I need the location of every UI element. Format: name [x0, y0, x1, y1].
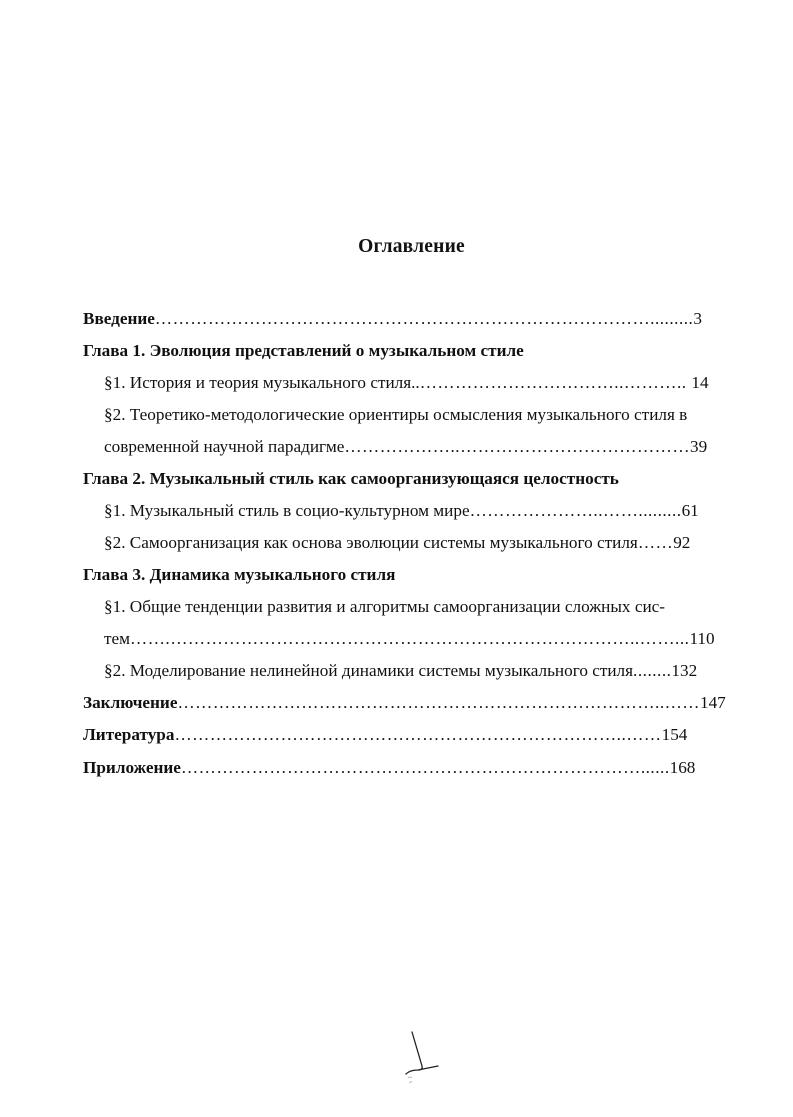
toc-dot-leader: ……………………………………………………………………...... [180, 758, 670, 777]
toc-page-number: 61 [681, 501, 699, 520]
page-title: Оглавление [358, 236, 465, 257]
toc-entry-text: §2. Теоретико-методологические ориентиры осмысления музыкального стиля в [104, 405, 688, 424]
toc-page-number: 154 [661, 725, 688, 744]
toc-dot-leader: …………………..……......... [469, 501, 682, 520]
toc-page-number: 92 [673, 533, 691, 552]
toc-section-1-2-continued [104, 436, 764, 458]
toc-entry-conclusion [83, 692, 753, 714]
toc-entry-literature [83, 724, 753, 746]
toc-section-3-2 [104, 660, 764, 682]
toc-entry-text: Введение [83, 309, 155, 328]
toc-dot-leader: …….……………………………………………………………………..……... [130, 629, 690, 648]
toc-dot-leader: …………………………………………………………………………......... [154, 309, 694, 328]
toc-entry-text: §1. Музыкальный стиль в социо-культурном мире [104, 501, 470, 520]
toc-section-3-1-continued [104, 628, 764, 650]
toc-dot-leader: ………………………………………………………………………..…… [177, 693, 700, 712]
toc-entry-appendix [83, 757, 753, 779]
toc-section-3-1 [104, 596, 764, 618]
toc-dot-leader: …… [637, 533, 674, 552]
toc-chapter-3 [83, 564, 773, 586]
toc-chapter-2 [83, 468, 773, 490]
toc-section-1-1 [104, 372, 764, 394]
toc-entry-text: §1. Общие тенденции развития и алгоритмы самоорганизации сложных сис- [104, 597, 665, 616]
toc-entry-text: тем [104, 629, 131, 648]
toc-page-number: 110 [689, 629, 715, 648]
toc-entry-text: Глава 1. Эволюция представлений о музыкальном стиле [83, 341, 524, 360]
toc-section-2-1 [104, 500, 764, 522]
toc-page-number: 147 [699, 693, 726, 712]
toc-dot-leader: …………………………………………………………………..…… [174, 725, 662, 744]
toc-dot-leader: ………………..………………………………… [344, 437, 691, 456]
toc-entry-text: Литература [83, 725, 175, 744]
toc-entry-text: §2. Моделирование нелинейной динамики системы музыкального стиля [104, 661, 634, 680]
toc-entry-text: Заключение [83, 693, 178, 712]
toc-entry-text: §2. Самоорганизация как основа эволюции системы музыкального стиля [104, 533, 638, 552]
handwritten-mark-icon [398, 1030, 448, 1100]
toc-entry-text: §1. История и теория музыкального стиля.. [104, 373, 420, 392]
toc-dot-leader: ........ [633, 661, 672, 680]
toc-page-number: 3 [693, 309, 702, 328]
toc-entry-text: современной научной парадигме [104, 437, 345, 456]
toc-page-number: 39 [690, 437, 708, 456]
toc-chapter-1 [83, 340, 773, 362]
toc-entry-introduction [83, 308, 743, 330]
toc-page-number: 14 [691, 373, 709, 392]
toc-page-number: 168 [669, 758, 696, 777]
toc-entry-text: Глава 3. Динамика музыкального стиля [83, 565, 396, 584]
toc-dot-leader: ……………………………..……….. [419, 373, 692, 392]
toc-section-1-2 [104, 404, 764, 426]
toc-entry-text: Приложение [83, 758, 181, 777]
toc-entry-text: Глава 2. Музыкальный стиль как самоорганизующаяся целостность [83, 469, 619, 488]
toc-section-2-2 [104, 532, 764, 554]
toc-page-number: 132 [671, 661, 698, 680]
